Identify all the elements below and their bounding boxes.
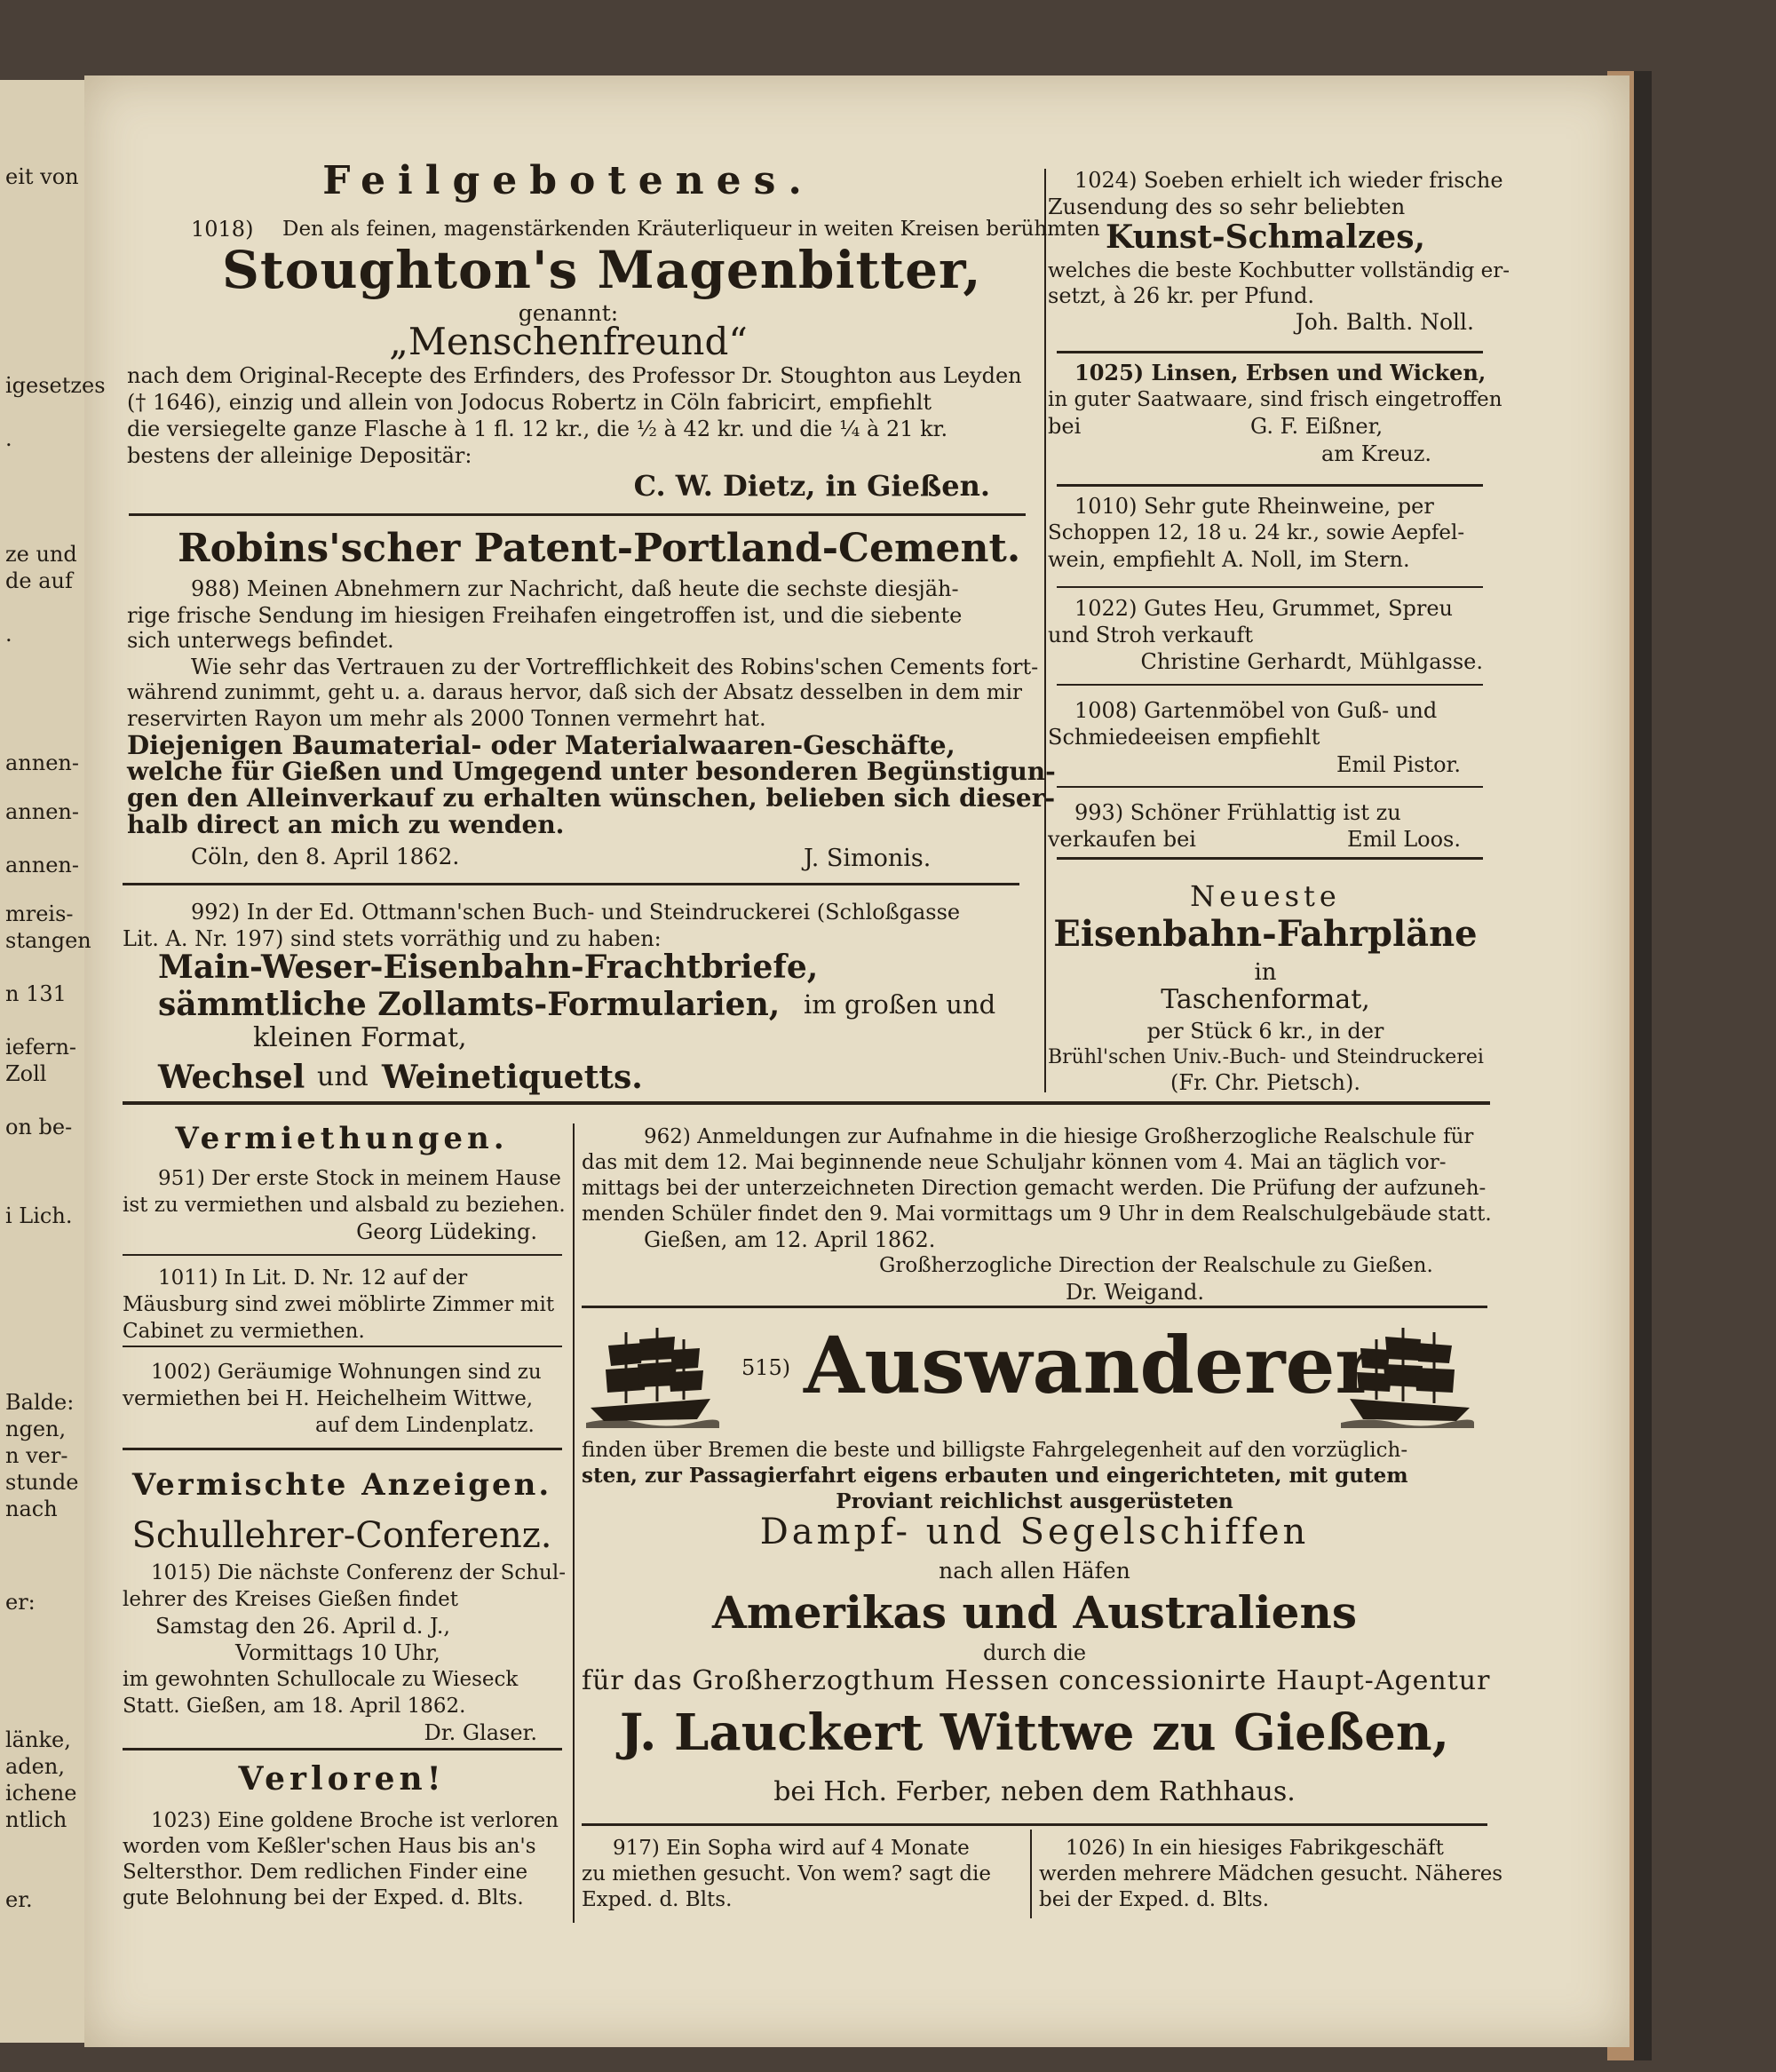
left-page-fragment: annen- <box>5 799 79 824</box>
left-page-fragment: n ver- <box>5 1443 68 1468</box>
rule <box>123 1448 562 1450</box>
ad-text: Den als feinen, magenstärkenden Kräuterliqueur in weiten Kreisen berühmten <box>282 218 1100 241</box>
ad-text: 1024) Soeben erhielt ich wieder frische <box>1074 168 1503 193</box>
ad-text: wein, empfiehlt A. Noll, im Stern. <box>1048 547 1410 572</box>
left-page-fragment: ntlich <box>5 1807 67 1832</box>
ad-signature: Dr. Weigand. <box>1066 1280 1205 1305</box>
rule <box>123 1254 562 1256</box>
ad-text: Mäusburg sind zwei möblirte Zimmer mit <box>123 1293 555 1316</box>
left-page-fragment: annen- <box>5 853 79 877</box>
ad-text: lehrer des Kreises Gießen findet <box>123 1588 458 1611</box>
ad-heading: Schullehrer-Conferenz. <box>131 1515 552 1556</box>
ad-text: in <box>1254 959 1277 986</box>
rule <box>1057 484 1483 487</box>
ad-text: 951) Der erste Stock in meinem Hause <box>158 1167 561 1190</box>
ad-place-date: Cöln, den 8. April 1862. <box>191 844 460 869</box>
ad-text: Großherzogliche Direction der Realschule zu Gießen. <box>879 1254 1433 1277</box>
ad-text: finden über Bremen die beste und billigste Fahrgelegenheit auf den vorzüglich- <box>582 1439 1408 1462</box>
left-page-fragment: Zoll <box>5 1061 47 1086</box>
left-page-fragment: on be- <box>5 1115 73 1139</box>
ad-text: Exped. d. Blts. <box>582 1888 733 1911</box>
left-page-fragment: er. <box>5 1887 33 1912</box>
left-page-fragment: annen- <box>5 750 79 775</box>
rule <box>129 513 1026 516</box>
rule <box>123 883 1019 885</box>
ad-heading: Eisenbahn-Fahrpläne <box>1053 913 1478 955</box>
product-heading: Stoughton's Magenbitter, <box>222 240 982 300</box>
rule <box>582 1823 1487 1826</box>
ad-text: die versiegelte ganze Flasche à 1 fl. 12 kr., die ½ à 42 kr. und die ¼ à 21 kr. <box>127 417 948 441</box>
ad-text: († 1646), einzig und allein von Jodocus Robertz in Cöln fabricirt, empfiehlt <box>127 390 932 415</box>
ad-text: (Fr. Chr. Pietsch). <box>1170 1070 1360 1095</box>
left-page-fragment: de auf <box>5 568 73 593</box>
left-page-fragment: nach <box>5 1496 58 1521</box>
ad-text: menden Schüler findet den 9. Mai vormittags um 9 Uhr in dem Realschulgebäude statt. <box>582 1203 1492 1226</box>
left-page-fragment: stunde <box>5 1470 79 1495</box>
left-page-fragment: Balde: <box>5 1390 75 1415</box>
ad-text: Seltersthor. Dem redlichen Finder eine <box>123 1861 528 1884</box>
ad-signature: Georg Lüdeking. <box>356 1219 537 1244</box>
ad-heading: Robins'scher Patent-Portland-Cement. <box>178 526 1021 571</box>
ad-text: 962) Anmeldungen zur Aufnahme in die hiesige Großherzogliche Realschule für <box>644 1125 1474 1148</box>
ad-text: nach allen Häfen <box>939 1558 1130 1584</box>
ad-text: 1002) Geräumige Wohnungen sind zu <box>151 1361 542 1384</box>
ad-text: bestens der alleinige Depositär: <box>127 443 472 468</box>
ad-text: 1010) Sehr gute Rheinweine, per <box>1074 494 1434 519</box>
ad-text: bei <box>1048 414 1082 439</box>
ad-text: und Stroh verkauft <box>1048 623 1254 647</box>
ad-text: Wie sehr das Vertrauen zu der Vortrefflichkeit des Robins'schen Cements fort- <box>191 655 1039 679</box>
ad-text: werden mehrere Mädchen gesucht. Näheres <box>1039 1862 1503 1885</box>
ad-text: während zunimmt, geht u. a. daraus hervor, daß sich der Absatz desselben in dem mir <box>127 681 1023 704</box>
ad-text: Schmiedeeisen empfiehlt <box>1048 725 1320 750</box>
ad-text: 1011) In Lit. D. Nr. 12 auf der <box>158 1266 468 1290</box>
ad-text: durch die <box>982 1640 1087 1665</box>
column-divider <box>1044 169 1046 1092</box>
column-divider <box>1030 1830 1032 1918</box>
ad-number: 515) <box>741 1355 791 1380</box>
ad-emphasis: welche für Gießen und Umgegend unter besonderen Begünstigun- <box>127 757 1056 786</box>
rule <box>582 1306 1487 1308</box>
ad-text: Vormittags 10 Uhr, <box>235 1640 440 1665</box>
ad-text: genannt: <box>518 300 619 326</box>
ad-text: 1008) Gartenmöbel von Guß- und <box>1074 698 1438 723</box>
ad-text: sich unterwegs befindet. <box>127 628 394 653</box>
rule <box>123 1101 1490 1105</box>
ad-signature: Joh. Balth. Noll. <box>1295 309 1474 335</box>
ad-text: Lit. A. Nr. 197) sind stets vorräthig und zu haben: <box>123 926 662 951</box>
ad-text: Brühl'schen Univ.-Buch- und Steindruckerei <box>1048 1046 1484 1068</box>
ad-text: 992) In der Ed. Ottmann'schen Buch- und Steindruckerei (Schloßgasse <box>191 900 961 925</box>
ad-text: in guter Saatwaare, sind frisch eingetroffen <box>1048 388 1502 411</box>
ad-text: welches die beste Kochbutter vollständig er- <box>1048 259 1510 282</box>
ad-emphasis: sämmtliche Zollamts-Formularien, <box>158 986 781 1023</box>
ad-number: 1018) <box>191 217 254 242</box>
ad-text: ist zu vermiethen und alsbald zu beziehen. <box>123 1194 566 1217</box>
ad-text: nach dem Original-Recepte des Erfinders, des Professor Dr. Stoughton aus Leyden <box>127 363 1022 388</box>
left-page-fragment: n 131 <box>5 981 67 1006</box>
rule <box>123 1346 562 1347</box>
ad-text: für das Großherzogthum Hessen concessionirte Haupt-Agentur <box>582 1665 1491 1696</box>
ad-text: per Stück 6 kr., in der <box>1146 1019 1384 1044</box>
ad-text: 988) Meinen Abnehmern zur Nachricht, daß heute die sechste diesjäh- <box>191 576 959 601</box>
rule <box>1057 684 1483 686</box>
seller-name: C. W. Dietz, in Gießen. <box>633 469 990 503</box>
ad-text: 1015) Die nächste Conferenz der Schul- <box>151 1561 566 1584</box>
left-page-fragments <box>0 0 106 2072</box>
ad-heading: Auswanderer <box>804 1319 1376 1411</box>
ad-emphasis: Main-Weser-Eisenbahn-Frachtbriefe, <box>158 949 819 986</box>
ad-signature: Emil Loos. <box>1346 827 1461 852</box>
left-page-fragment: . <box>5 622 12 647</box>
left-page-fragment: ze und <box>5 542 77 567</box>
product-name: „Menschenfreund“ <box>389 320 748 363</box>
ad-text: 1022) Gutes Heu, Grummet, Spreu <box>1074 596 1453 621</box>
left-page-fragment: iefern- <box>5 1035 77 1060</box>
left-page-fragment: . <box>5 426 12 451</box>
ad-text: 1025) Linsen, Erbsen und Wicken, <box>1074 360 1487 385</box>
left-page-fragment: aden, <box>5 1754 65 1779</box>
ad-signature: J. Simonis. <box>804 845 932 872</box>
ad-text: 1023) Eine goldene Broche ist verloren <box>151 1809 559 1832</box>
ad-text: am Kreuz. <box>1321 441 1432 466</box>
ad-text: 993) Schöner Frühlattig ist zu <box>1074 800 1401 825</box>
section-title-vermiethungen: Vermiethungen. <box>175 1121 509 1156</box>
ad-text: Samstag den 26. April d. J., <box>155 1614 451 1639</box>
ad-text: verkaufen bei <box>1048 827 1196 852</box>
ad-text: Zusendung des so sehr beliebten <box>1048 194 1406 219</box>
ad-text: 917) Ein Sopha wird auf 4 Monate <box>613 1837 970 1860</box>
left-page-fragment: mreis- <box>5 901 74 926</box>
ad-text: Cabinet zu vermiethen. <box>123 1320 365 1343</box>
agency-name: J. Lauckert Wittwe zu Gießen, <box>619 1703 1450 1762</box>
left-page-fragment: länke, <box>5 1727 71 1752</box>
ad-emphasis: Weinetiquetts. <box>382 1059 643 1096</box>
left-page-fragment: eit von <box>5 164 79 189</box>
ad-text: auf dem Lindenplatz. <box>315 1414 535 1437</box>
ad-signature: G. F. Eißner, <box>1250 414 1384 439</box>
rule <box>123 1748 562 1750</box>
ad-text: das mit dem 12. Mai beginnende neue Schuljahr können vom 4. Mai an täglich vor- <box>582 1151 1447 1174</box>
section-title-verloren: Verloren! <box>238 1760 446 1798</box>
ad-text: bei der Exped. d. Blts. <box>1039 1888 1270 1911</box>
ad-signature: Dr. Glaser. <box>424 1720 537 1745</box>
section-title-feilgebotenes: Feilgebotenes. <box>322 158 814 203</box>
column-divider <box>573 1123 575 1923</box>
left-page-fragment: igesetzes <box>5 373 106 398</box>
ad-text: im gewohnten Schullocale zu Wieseck <box>123 1668 519 1691</box>
ad-emphasis: Dampf- und Segelschiffen <box>759 1512 1310 1552</box>
rule <box>1057 857 1483 860</box>
rule <box>1057 586 1483 588</box>
left-page-fragment: er: <box>5 1590 36 1615</box>
ad-text: setzt, à 26 kr. per Pfund. <box>1048 283 1315 308</box>
ad-text: Statt. Gießen, am 18. April 1862. <box>123 1695 466 1718</box>
ad-signature: Emil Pistor. <box>1336 752 1461 777</box>
ad-text: Taschenformat, <box>1161 984 1370 1015</box>
ad-place-date: Gießen, am 12. April 1862. <box>644 1227 936 1252</box>
left-page-fragment: stangen <box>5 928 91 953</box>
ad-text: reservirten Rayon um mehr als 2000 Tonnen vermehrt hat. <box>127 706 766 731</box>
ad-text: Neueste <box>1190 879 1341 913</box>
ad-emphasis: Wechsel <box>158 1059 305 1096</box>
ad-emphasis: Amerikas und Australiens <box>712 1586 1357 1639</box>
ad-text: kleinen Format, <box>253 1022 467 1053</box>
ad-emphasis: halb direct an mich zu wenden. <box>127 810 565 839</box>
ad-text: vermiethen bei H. Heichelheim Wittwe, <box>123 1387 534 1410</box>
ad-emphasis: gen den Alleinverkauf zu erhalten wünschen, belieben sich dieser- <box>127 783 1056 813</box>
left-page-fragment: ichene <box>5 1781 77 1806</box>
ad-text: sten, zur Passagierfahrt eigens erbauten und eingerichteten, mit gutem <box>582 1464 1408 1488</box>
ad-text: Proviant reichlichst ausgerüsteten <box>836 1489 1233 1513</box>
ship-illustration-icon <box>586 1323 719 1430</box>
left-page-fragment: i Lich. <box>5 1203 73 1228</box>
ad-text: gute Belohnung bei der Exped. d. Blts. <box>123 1886 524 1909</box>
left-page-fragment: ngen, <box>5 1417 67 1441</box>
ad-emphasis: Kunst-Schmalzes, <box>1105 218 1426 256</box>
ad-text: Schoppen 12, 18 u. 24 kr., sowie Aepfel- <box>1048 521 1465 544</box>
rule <box>1057 786 1483 788</box>
ad-text: 1026) In ein hiesiges Fabrikgeschäft <box>1066 1837 1444 1860</box>
ad-emphasis: Diejenigen Baumaterial- oder Materialwaaren-Geschäfte, <box>127 730 955 760</box>
ad-signature: Christine Gerhardt, Mühlgasse. <box>1140 649 1483 674</box>
rule <box>1057 351 1483 353</box>
ad-text: bei Hch. Ferber, neben dem Rathhaus. <box>773 1776 1296 1807</box>
section-title-vermischte: Vermischte Anzeigen. <box>131 1467 552 1503</box>
ad-text: und <box>317 1061 369 1092</box>
book-cover-edge <box>1634 71 1652 2060</box>
ad-text: rige frische Sendung im hiesigen Freihafen eingetroffen ist, und die siebente <box>127 603 963 628</box>
ad-text: im großen und <box>804 989 996 1020</box>
ad-text: worden vom Keßler'schen Haus bis an's <box>123 1835 536 1858</box>
ad-text: mittags bei der unterzeichneten Direction gemacht werden. Die Prüfung der aufzuneh- <box>582 1177 1487 1200</box>
ad-text: zu miethen gesucht. Von wem? sagt die <box>582 1862 992 1885</box>
